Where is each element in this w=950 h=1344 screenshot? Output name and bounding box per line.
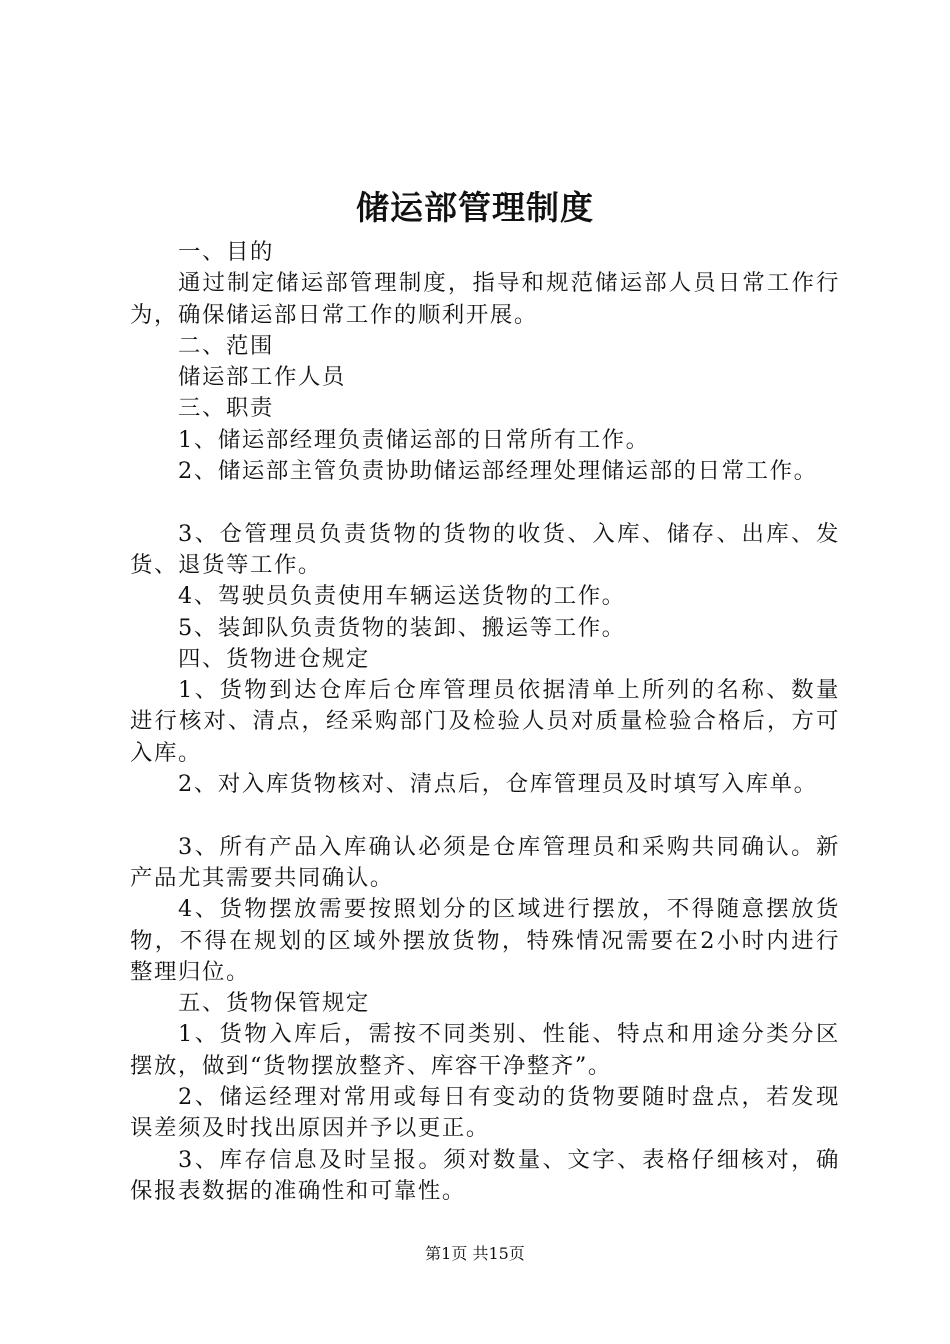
paragraph: 4、货物摆放需要按照划分的区域进行摆放，不得随意摆放货物，不得在规划的区域外摆放货物，特殊情况需要在2小时内进行整理归位。 — [130, 896, 840, 985]
document-body — [130, 237, 840, 1207]
paragraph: 2、储运经理对常用或每日有变动的货物要随时盘点，若发现误差须及时找出原因并予以更正。 — [130, 1084, 840, 1142]
paragraph: 3、仓管理员负责货物的货物的收货、入库、储存、出库、发货、退货等工作。 — [130, 520, 840, 578]
paragraph: 1、储运部经理负责储运部的日常所有工作。 — [178, 426, 650, 453]
paragraph: 5、装卸队负责货物的装卸、搬运等工作。 — [178, 614, 626, 641]
paragraph: 1、货物到达仓库后仓库管理员依据清单上所列的名称、数量进行核对、清点，经采购部门及检验人员对质量检验合格后，方可入库。 — [130, 677, 840, 766]
section-heading-inbound: 四、货物进仓规定 — [178, 645, 370, 672]
paragraph: 2、对入库货物核对、清点后，仓库管理员及时填写入库单。 — [178, 771, 818, 798]
paragraph: 储运部工作人员 — [178, 364, 346, 391]
paragraph: 4、驾驶员负责使用车辆运送货物的工作。 — [178, 583, 626, 610]
page-footer: 第1页 共15页 — [425, 1244, 525, 1263]
section-heading-duties: 三、职责 — [178, 395, 274, 422]
document-title: 储运部管理制度 — [356, 188, 594, 227]
paragraph: 通过制定储运部管理制度，指导和规范储运部人员日常工作行为，确保储运部日常工作的顺利开展。 — [130, 270, 840, 328]
paragraph: 2、储运部主管负责协助储运部经理处理储运部的日常工作。 — [178, 458, 818, 485]
section-heading-purpose: 一、目的 — [178, 239, 274, 265]
paragraph: 1、货物入库后，需按不同类别、性能、特点和用途分类分区摆放，做到“货物摆放整齐、库容干净整齐”。 — [130, 1021, 840, 1079]
paragraph: 3、所有产品入库确认必须是仓库管理员和采购共同确认。新产品尤其需要共同确认。 — [130, 833, 840, 891]
section-heading-storage: 五、货物保管规定 — [178, 990, 370, 1017]
paragraph: 3、库存信息及时呈报。须对数量、文字、表格仔细核对，确保报表数据的准确性和可靠性。 — [130, 1146, 840, 1204]
section-heading-scope: 二、范围 — [178, 332, 274, 359]
